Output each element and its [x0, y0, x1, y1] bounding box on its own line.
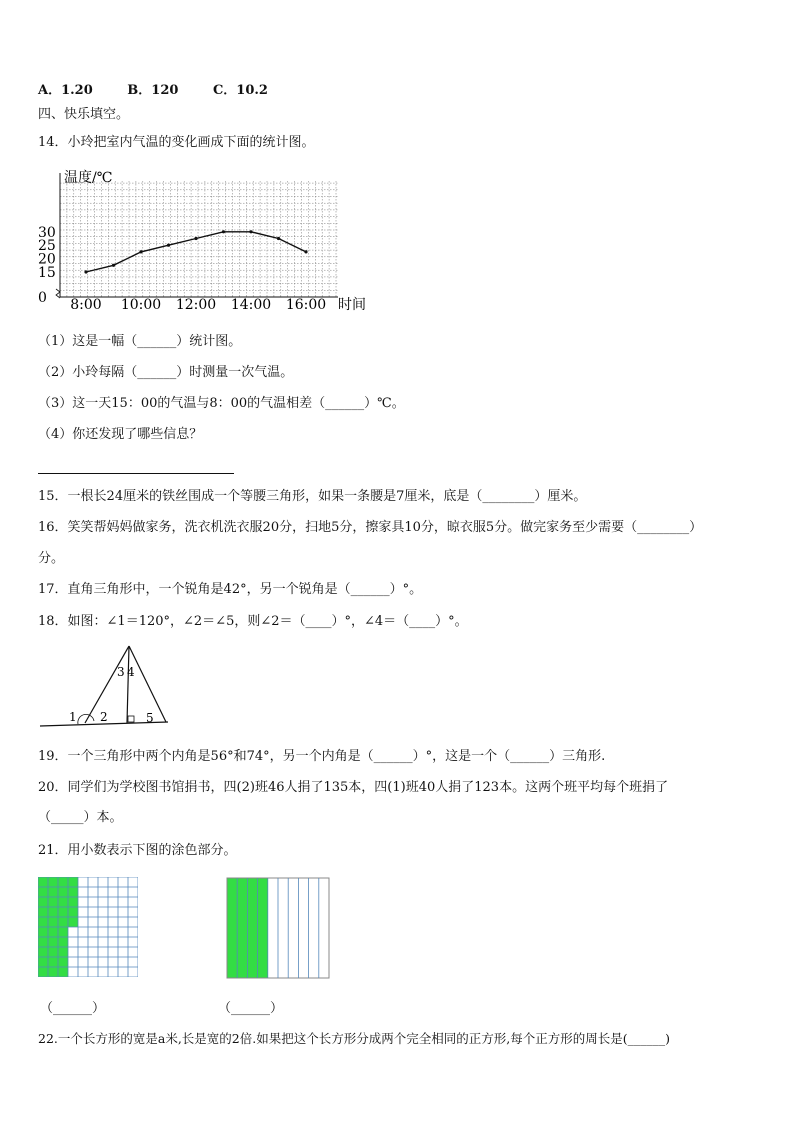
shaded-cell	[68, 907, 78, 917]
x-tick-label: 12:00	[175, 297, 217, 313]
right-angle-mark	[128, 716, 134, 722]
x-tick-label: 16:00	[285, 297, 327, 313]
angle-label-5: 5	[146, 711, 154, 725]
shaded-cell	[48, 887, 58, 897]
shaded-column	[247, 878, 257, 978]
shaded-cell	[48, 937, 58, 947]
data-point	[304, 250, 307, 253]
shaded-cell	[68, 877, 78, 887]
q17: 17．直角三角形中，一个锐角是42°，另一个锐角是（______）°。	[38, 582, 423, 597]
q20-line2: （_____）本。	[38, 810, 123, 825]
q21-blank-right: （______）	[218, 1001, 284, 1016]
shaded-cell	[38, 957, 48, 967]
q14-part1: （1）这是一幅（______）统计图。	[38, 334, 242, 349]
data-point	[112, 264, 115, 267]
shaded-cell	[38, 967, 48, 977]
q16-line1: 16．笑笑帮妈妈做家务，洗衣机洗衣服20分，扫地5分，擦家具10分，晾衣服5分。做完家务至少需要（________）	[38, 520, 703, 535]
shaded-cell	[68, 897, 78, 907]
q20-line1: 20．同学们为学校图书馆捐书，四(2)班46人捐了135本，四(1)班40人捐了123本。这两个班平均每个班捐了	[38, 780, 669, 795]
y-axis-label: 温度/℃	[64, 170, 113, 186]
angle-label-2: 2	[100, 710, 108, 724]
shaded-cell	[48, 917, 58, 927]
y-tick-label: 30	[38, 224, 56, 241]
data-point	[249, 230, 252, 233]
axis-break-mark	[56, 289, 60, 298]
q13-options	[38, 82, 298, 100]
chart-grid	[60, 181, 338, 297]
shaded-cell	[38, 887, 48, 897]
triangle-altitude	[127, 646, 129, 723]
q19: 19．一个三角形中两个内角是56°和74°，另一个内角是（______）°，这是一个（______）三角形.	[38, 749, 606, 764]
q16-line2: 分。	[38, 551, 65, 566]
angle-label-1: 1	[69, 710, 77, 724]
shaded-cell	[48, 897, 58, 907]
shaded-cell	[58, 897, 68, 907]
angle-label-4: 4	[127, 665, 135, 679]
shaded-cell	[58, 967, 68, 977]
shaded-column	[227, 878, 237, 978]
shaded-cell	[38, 897, 48, 907]
shaded-cell	[48, 957, 58, 967]
data-point	[277, 237, 280, 240]
option-a: A．1.20	[38, 83, 93, 98]
shaded-cell	[38, 947, 48, 957]
hundred-grid-shaded-cells	[38, 877, 138, 977]
y-tick-label: 20	[38, 251, 56, 268]
shaded-column	[258, 878, 268, 978]
q14-stem: 14．小玲把室内气温的变化画成下面的统计图。	[38, 135, 315, 150]
q21-blank-left: （______）	[40, 1001, 106, 1016]
q14-part4: （4）你还发现了哪些信息？	[38, 427, 203, 442]
q14-part3: （3）这一天15：00的气温与8：00的气温相差（______）℃。	[38, 396, 405, 411]
shaded-cell	[58, 957, 68, 967]
shaded-cell	[48, 947, 58, 957]
shaded-cell	[58, 887, 68, 897]
y-tick-label: 15	[38, 265, 56, 281]
q22: 22.一个长方形的宽是a米,长是宽的2倍.如果把这个长方形分成两个完全相同的正方形,每个正方形的周长是(______)	[38, 1031, 670, 1046]
tenths-grid-shaded-columns	[226, 877, 330, 979]
q18-stem: 18．如图：∠1＝120°，∠2＝∠5，则∠2＝（____）°，∠4＝（____）°。	[38, 614, 468, 629]
section-4-title: 四、快乐填空。	[38, 107, 130, 122]
data-point	[194, 237, 197, 240]
x-tick-label: 8:00	[70, 297, 102, 313]
shaded-cell	[58, 907, 68, 917]
shaded-cell	[38, 877, 48, 887]
option-c: C．10.2	[212, 83, 268, 98]
shaded-cell	[38, 917, 48, 927]
q18-triangle-figure	[38, 642, 178, 732]
shaded-cell	[38, 937, 48, 947]
data-point	[222, 230, 225, 233]
option-b: B．120	[127, 83, 179, 98]
shaded-cell	[38, 907, 48, 917]
shaded-cell	[58, 917, 68, 927]
data-point	[84, 270, 87, 273]
q15: 15．一根长24厘米的铁丝围成一个等腰三角形，如果一条腰是7厘米，底是（________）厘米。	[38, 489, 587, 504]
shaded-cell	[68, 887, 78, 897]
x-tick-label: 14:00	[230, 297, 272, 313]
answer-line	[38, 473, 234, 474]
shaded-cell	[48, 967, 58, 977]
q21-stem: 21．用小数表示下图的涂色部分。	[38, 843, 237, 858]
shaded-cell	[58, 937, 68, 947]
shaded-cell	[58, 877, 68, 887]
shaded-cell	[58, 927, 68, 937]
data-point	[139, 250, 142, 253]
angle-label-3: 3	[117, 665, 125, 679]
shaded-cell	[48, 907, 58, 917]
y-tick-label: 25	[38, 238, 56, 255]
temperature-line-chart	[38, 165, 368, 315]
q14-part2: （2）小玲每隔（______）时测量一次气温。	[38, 365, 294, 380]
x-axis-label: 时间	[338, 297, 366, 313]
y-tick-label: 0	[38, 290, 47, 306]
shaded-cell	[48, 927, 58, 937]
data-point	[167, 244, 170, 247]
shaded-cell	[68, 917, 78, 927]
x-tick-label: 10:00	[120, 297, 162, 313]
shaded-column	[237, 878, 247, 978]
shaded-cell	[58, 947, 68, 957]
shaded-cell	[38, 927, 48, 937]
shaded-cell	[48, 877, 58, 887]
